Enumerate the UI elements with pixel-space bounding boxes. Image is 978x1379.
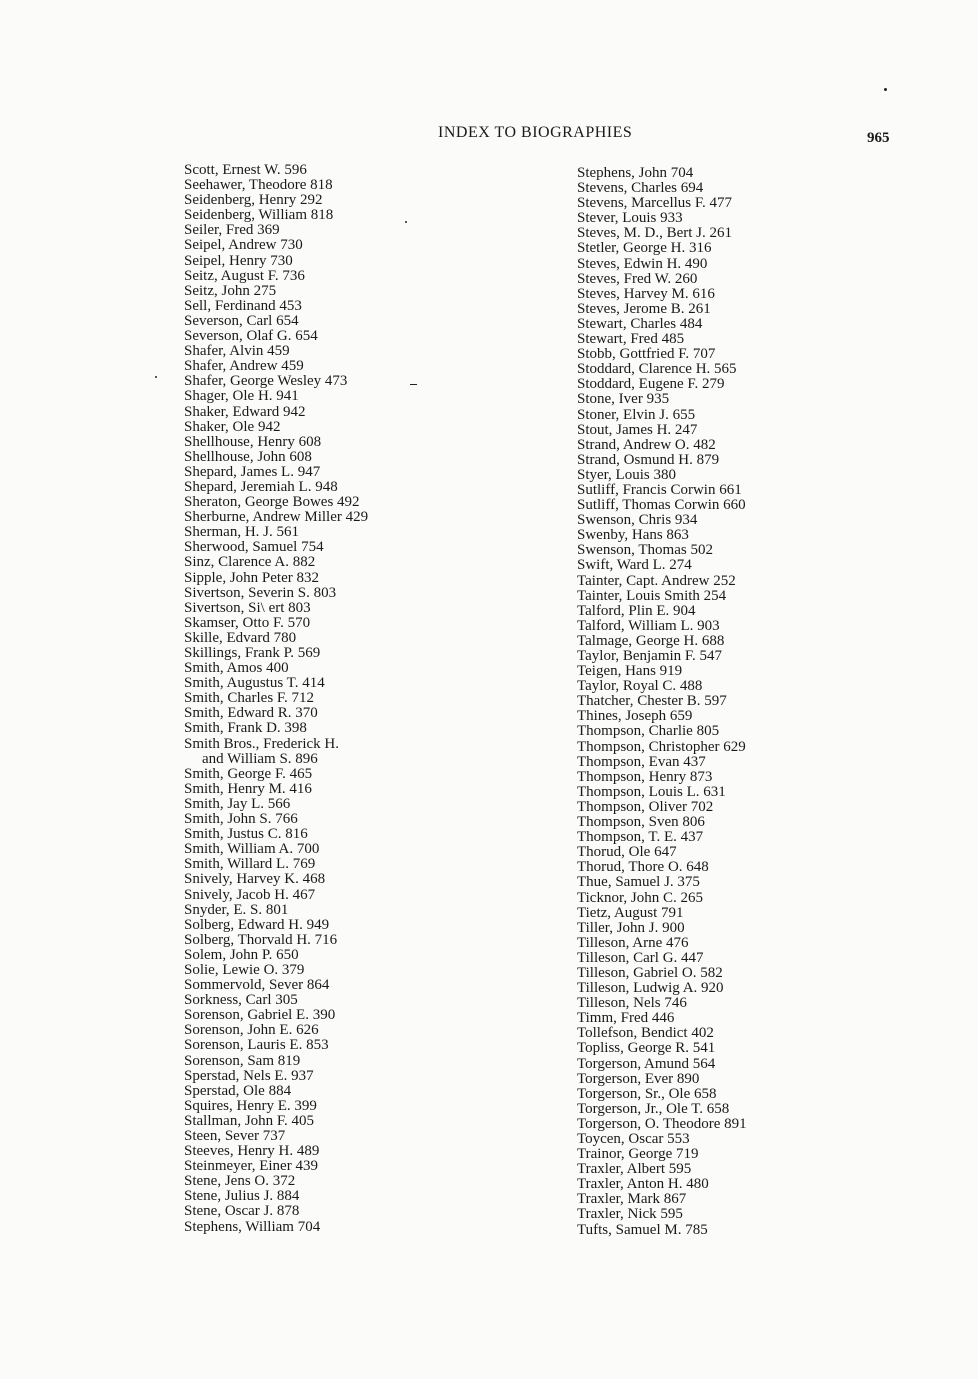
index-entry: Smith, Willard L. 769 — [184, 856, 316, 873]
index-entry: Seiler, Fred 369 — [184, 222, 280, 239]
index-entry: Torgerson, Sr., Ole 658 — [577, 1085, 717, 1102]
index-entry: Thompson, Christopher 629 — [577, 738, 746, 755]
index-entry: Topliss, George R. 541 — [577, 1040, 716, 1057]
index-entry: Stephens, William 704 — [184, 1218, 321, 1235]
index-entry: Traxler, Mark 867 — [577, 1191, 687, 1208]
index-entry: Sipple, John Peter 832 — [184, 569, 319, 586]
index-entry: Seipel, Henry 730 — [184, 252, 293, 269]
index-entry: Solem, John P. 650 — [184, 946, 299, 963]
index-entry: Ticknor, John C. 265 — [577, 889, 703, 906]
index-entry: Severson, Olaf G. 654 — [184, 328, 318, 345]
index-entry: Steinmeyer, Einer 439 — [184, 1158, 318, 1175]
index-entry: Steves, M. D., Bert J. 261 — [577, 225, 732, 242]
index-entry: Sorenson, Sam 819 — [184, 1052, 301, 1069]
index-entry: Trainor, George 719 — [577, 1146, 699, 1163]
index-entry: Swenson, Chris 934 — [577, 512, 698, 529]
index-entry: Smith, John S. 766 — [184, 811, 298, 828]
index-entry: Sivertson, Severin S. 803 — [184, 584, 337, 601]
index-entry: Torgerson, O. Theodore 891 — [577, 1115, 747, 1132]
index-entry: Sherman, H. J. 561 — [184, 524, 299, 541]
index-entry: Swenby, Hans 863 — [577, 527, 689, 544]
index-entry: Smith, Justus C. 816 — [184, 826, 308, 843]
index-entry: and William S. 896 — [202, 750, 318, 767]
index-entry: Sutliff, Francis Corwin 661 — [577, 481, 742, 498]
index-entry: Sherburne, Andrew Miller 429 — [184, 509, 369, 526]
index-entry: Seipel, Andrew 730 — [184, 237, 303, 254]
index-entry: Squires, Henry E. 399 — [184, 1097, 317, 1114]
index-entry: Stene, Oscar J. 878 — [184, 1203, 300, 1220]
index-entry: Sheraton, George Bowes 492 — [184, 494, 360, 511]
print-speck — [155, 376, 157, 378]
index-entry: Stever, Louis 933 — [577, 210, 683, 227]
index-entry: Shepard, Jeremiah L. 948 — [184, 478, 338, 495]
index-entry: Thompson, Sven 806 — [577, 814, 705, 831]
index-entry: Sinz, Clarence A. 882 — [184, 554, 316, 571]
index-entry: Taylor, Benjamin F. 547 — [577, 648, 723, 664]
index-entry: Shellhouse, Henry 608 — [184, 433, 322, 450]
print-speck — [884, 88, 887, 91]
index-entry: Smith, Charles F. 712 — [184, 690, 315, 707]
index-entry: Skillings, Frank P. 569 — [184, 645, 321, 661]
index-entry: Torgerson, Amund 564 — [577, 1055, 716, 1072]
index-entry: Smith, George F. 465 — [184, 765, 313, 782]
index-entry: Smith, Amos 400 — [184, 660, 289, 677]
index-entry: Stoddard, Eugene F. 279 — [577, 376, 725, 393]
index-entry: Thorud, Ole 647 — [577, 844, 677, 861]
index-entry: Shafer, Alvin 459 — [184, 343, 290, 360]
index-entry: Stene, Jens O. 372 — [184, 1173, 296, 1190]
index-entry: Strand, Osmund H. 879 — [577, 451, 720, 468]
index-entry: Stewart, Fred 485 — [577, 331, 685, 348]
index-entry: Snively, Harvey K. 468 — [184, 871, 326, 888]
index-entry: Talmage, George H. 688 — [577, 632, 725, 649]
index-entry: Torgerson, Jr., Ole T. 658 — [577, 1100, 730, 1117]
index-entry: Swift, Ward L. 274 — [577, 557, 692, 574]
index-entry: Timm, Fred 446 — [577, 1010, 675, 1027]
index-entry: Steves, Harvey M. 616 — [577, 285, 715, 302]
index-entry: Stephens, John 704 — [577, 165, 694, 181]
index-entry: Shager, Ole H. 941 — [184, 388, 299, 405]
index-entry: Thatcher, Chester B. 597 — [577, 693, 727, 710]
index-entry: Shaker, Edward 942 — [184, 403, 306, 420]
index-entry: Stevens, Charles 694 — [577, 180, 704, 197]
index-entry: Skamser, Otto F. 570 — [184, 614, 311, 631]
index-entry: Shafer, George Wesley 473 — [184, 373, 348, 390]
index-entry: Steen, Sever 737 — [184, 1128, 286, 1144]
index-entry: Sperstad, Ole 884 — [184, 1082, 292, 1099]
index-entry: Thue, Samuel J. 375 — [577, 874, 700, 891]
index-entry: Tilleson, Carl G. 447 — [577, 949, 704, 966]
index-entry: Smith, William A. 700 — [184, 841, 320, 858]
index-entry: Shellhouse, John 608 — [184, 448, 312, 465]
index-entry: Styer, Louis 380 — [577, 466, 676, 483]
index-entry: Seitz, John 275 — [184, 282, 277, 299]
index-entry: Sommervold, Sever 864 — [184, 977, 330, 994]
index-entry: Stobb, Gottfried F. 707 — [577, 346, 716, 363]
index-entry: Snyder, E. S. 801 — [184, 901, 289, 918]
index-entry: Seidenberg, Henry 292 — [184, 192, 323, 209]
index-entry: Taylor, Royal C. 488 — [577, 678, 703, 695]
index-entry: Smith Bros., Frederick H. — [184, 735, 339, 752]
index-entry: Thompson, Evan 437 — [577, 753, 706, 770]
index-column-right — [577, 166, 747, 1238]
index-entry: Swenson, Thomas 502 — [577, 542, 713, 559]
index-entry: Torgerson, Ever 890 — [577, 1070, 700, 1087]
index-entry: Traxler, Albert 595 — [577, 1161, 692, 1178]
index-entry: Traxler, Anton H. 480 — [577, 1176, 709, 1193]
page-number: 965 — [867, 130, 890, 146]
index-entry: Skille, Edvard 780 — [184, 629, 297, 646]
index-entry: Sivertson, Si\ ert 803 — [184, 599, 311, 616]
index-entry: Tiller, John J. 900 — [577, 919, 685, 936]
print-speck — [405, 221, 407, 223]
index-entry: Seehawer, Theodore 818 — [184, 177, 333, 194]
index-entry: Tilleson, Arne 476 — [577, 934, 689, 951]
index-entry: Sutliff, Thomas Corwin 660 — [577, 497, 746, 514]
index-entry: Thompson, Charlie 805 — [577, 723, 720, 740]
index-entry: Talford, William L. 903 — [577, 617, 720, 634]
index-entry: Thompson, Louis L. 631 — [577, 783, 726, 800]
index-entry: Tainter, Capt. Andrew 252 — [577, 572, 736, 589]
index-entry: Steves, Edwin H. 490 — [577, 255, 708, 272]
index-entry: Talford, Plin E. 904 — [577, 602, 696, 619]
index-entry: Smith, Augustus T. 414 — [184, 675, 325, 692]
index-entry: Sorenson, Gabriel E. 390 — [184, 1007, 336, 1024]
index-entry: Tufts, Samuel M. 785 — [577, 1221, 708, 1238]
index-entry: Sorenson, John E. 626 — [184, 1022, 319, 1039]
index-entry: Stetler, George H. 316 — [577, 240, 712, 257]
index-entry: Strand, Andrew O. 482 — [577, 436, 716, 453]
index-entry: Smith, Jay L. 566 — [184, 795, 291, 812]
page-header — [0, 124, 978, 144]
index-entry: Solberg, Edward H. 949 — [184, 916, 330, 933]
index-entry: Steves, Fred W. 260 — [577, 270, 698, 287]
index-entry: Shaker, Ole 942 — [184, 418, 281, 435]
index-entry: Stout, James H. 247 — [577, 421, 698, 438]
index-entry: Sherwood, Samuel 754 — [184, 539, 324, 556]
index-entry: Traxler, Nick 595 — [577, 1206, 683, 1223]
index-entry: Toycen, Oscar 553 — [577, 1131, 690, 1147]
index-entry: Smith, Henry M. 416 — [184, 780, 312, 797]
index-entry: Steves, Jerome B. 261 — [577, 300, 711, 317]
index-entry: Thompson, Oliver 702 — [577, 798, 714, 815]
index-entry: Scott, Ernest W. 596 — [184, 162, 307, 178]
index-entry: Stevens, Marcellus F. 477 — [577, 195, 733, 212]
index-entry: Stewart, Charles 484 — [577, 315, 703, 332]
index-entry: Stoddard, Clarence H. 565 — [577, 361, 737, 378]
index-entry: Stoner, Elvin J. 655 — [577, 406, 696, 423]
index-entry: Thompson, Henry 873 — [577, 768, 713, 785]
index-entry: Sorkness, Carl 305 — [184, 992, 298, 1009]
index-entry: Smith, Edward R. 370 — [184, 705, 318, 722]
index-entry: Steeves, Henry H. 489 — [184, 1143, 320, 1160]
index-entry: Tilleson, Ludwig A. 920 — [577, 980, 724, 997]
index-entry: Sperstad, Nels E. 937 — [184, 1067, 314, 1084]
index-entry: Thompson, T. E. 437 — [577, 829, 704, 846]
index-entry: Tilleson, Gabriel O. 582 — [577, 964, 723, 981]
index-entry: Snively, Jacob H. 467 — [184, 886, 316, 903]
index-entry: Sorenson, Lauris E. 853 — [184, 1037, 329, 1054]
index-entry: Stallman, John F. 405 — [184, 1112, 315, 1129]
index-entry: Tietz, August 791 — [577, 904, 684, 921]
index-entry: Smith, Frank D. 398 — [184, 720, 307, 737]
index-entry: Stone, Iver 935 — [577, 391, 670, 408]
index-entry: Shepard, James L. 947 — [184, 463, 321, 480]
index-entry: Thines, Joseph 659 — [577, 708, 693, 725]
index-entry: Teigen, Hans 919 — [577, 663, 683, 680]
index-entry: Thorud, Thore O. 648 — [577, 859, 709, 876]
index-entry: Seitz, August F. 736 — [184, 267, 305, 284]
index-entry: Seidenberg, William 818 — [184, 207, 334, 224]
index-entry: Stene, Julius J. 884 — [184, 1188, 300, 1205]
print-speck — [410, 384, 417, 385]
running-title: INDEX TO BIOGRAPHIES — [438, 124, 633, 141]
index-entry: Severson, Carl 654 — [184, 312, 299, 329]
index-entry: Sell, Ferdinand 453 — [184, 297, 302, 314]
index-entry: Tainter, Louis Smith 254 — [577, 587, 727, 604]
index-entry: Tilleson, Nels 746 — [577, 995, 687, 1012]
index-column-left — [184, 163, 368, 1235]
index-entry: Solie, Lewie O. 379 — [184, 961, 305, 978]
index-entry: Solberg, Thorvald H. 716 — [184, 931, 338, 948]
index-entry: Tollefson, Bendict 402 — [577, 1025, 714, 1042]
index-entry: Shafer, Andrew 459 — [184, 358, 304, 375]
